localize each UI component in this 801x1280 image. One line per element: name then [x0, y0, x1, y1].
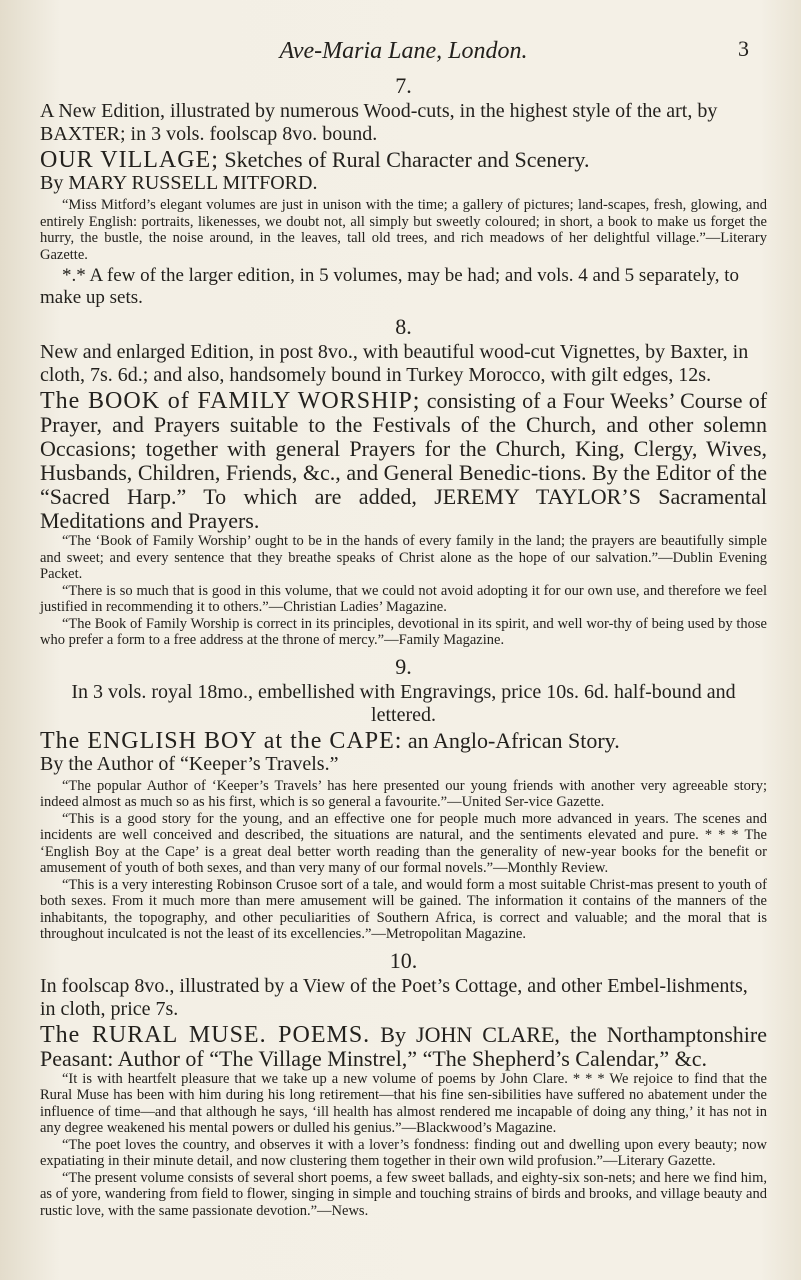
entry-title-line: [40, 729, 767, 753]
entry-number: 8.: [395, 314, 412, 339]
entry-number: 9.: [395, 653, 412, 679]
review-quote: “This is a very interesting Robinson Crusoe sort of a tale, and would form a most suitable Christ-mas present to youth of both sexes. From it much more than mere amusement will be gained. The information it contains of the manners of the inhabitants, the topography, and other peculiarities of Southern Africa, is correct and valuable; and the moral that is throughout inculcated is not the least of its excellencies.”—Metropolitan Magazine.: [40, 876, 767, 942]
entry-note: *.* A few of the larger edition, in 5 volumes, may be had; and vols. 4 and 5 separately, to make up sets.: [40, 265, 739, 308]
entry-7: [40, 74, 767, 309]
review-quote: “The ‘Book of Family Worship’ ought to be in the hands of every family in the land; the prayers are beautifully simple and sweet; and every sentence that they breathe speaks of Christ alone as the hope of our salvation.”—Dublin Evening Packet.: [40, 533, 767, 582]
entry-8: [40, 315, 767, 649]
entry-lead: In 3 vols. royal 18mo., embellished with Engravings, price 10s. 6d. half-bound and lettered.: [71, 680, 736, 726]
book-author-line: By JOHN CLARE, the Northamptonshire Peasant: Author of “The Village Minstrel,” “The Shepherd’s Calendar,” &c.: [40, 1021, 768, 1071]
entry-number: 7.: [395, 73, 412, 98]
book-author: By the Author of “Keeper’s Travels.”: [40, 752, 339, 775]
running-head: [40, 38, 767, 68]
review-quote: “It is with heartfelt pleasure that we take up a new volume of poems by John Clare. * * * We rejoice to find that the Rural Muse has been with him during his long retirement—that his fine sen-sibilities have suffered no abatement under the influence of time—and that although he says, ‘ill health has almost rendered me incapable of doing any thing,’ it has not in any degree weakened his mental powers or dulled his genius.”—Blackwood’s Magazine.: [40, 1070, 767, 1136]
book-title: The BOOK of FAMILY WORSHIP;: [40, 388, 421, 414]
review-quote: “The Book of Family Worship is correct in its principles, devotional in its spirit, and well wor-thy of being used by those who prefer a form to a free address at the throne of mercy.”—Family Magazine.: [40, 615, 767, 648]
entry-title-line: [40, 148, 767, 172]
review-quote: “Miss Mitford’s elegant volumes are just in unison with the time; a gallery of pictures; land-scapes, fresh, glowing, and entirely English: portraits, likenesses, we doubt not, all simply but sweetly coloured; in short, a book to make us forget the hurry, the bustle, the noise around, in the leaves, tall old trees, and rich meadows of her delightful village.”—Literary Gazette.: [40, 197, 767, 263]
review-quote: “The popular Author of ‘Keeper’s Travels’ has here presented our young friends with another very agreeable story; indeed almost as much so as his first, which is so general a favourite.”—United Ser-vice Gazette.: [40, 777, 767, 810]
entry-lead: New and enlarged Edition, in post 8vo., with beautiful wood-cut Vignettes, by Baxter, in cloth, 7s. 6d.; and also, handsomely bound in Turkey Morocco, with gilt edges, 12s.: [40, 341, 749, 386]
running-title: Ave-Maria Lane, London.: [279, 38, 528, 64]
entry-title-line: [40, 389, 767, 533]
book-description: consisting of a Four Weeks’ Course of Prayer, and Prayers suitable to the Festivals of the Church, and other solemn Occasions; together with general Prayers for the Church, King, Clergy, Wives, Husbands, Children, Friends, &c., and General Benedic-tions. By the Editor of the “Sacred Harp.” To which are added, JEREMY TAYLOR’S Sacramental Meditations and Prayers.: [40, 388, 768, 533]
page-number: 3: [738, 36, 749, 61]
book-title: OUR VILLAGE;: [40, 147, 219, 173]
entry-lead: In foolscap 8vo., illustrated by a View of the Poet’s Cottage, and other Embel-lishments, in cloth, price 7s.: [40, 974, 748, 1020]
entry-lead: A New Edition, illustrated by numerous Wood-cuts, in the highest style of the art, by BAXTER; in 3 vols. foolscap 8vo. bound.: [40, 100, 718, 145]
book-subtitle: Sketches of Rural Character and Scenery.: [224, 147, 590, 172]
review-quote: “The poet loves the country, and observes it with a lover’s fondness: finding out and dwelling upon every beauty; now expatiating in their minute detail, and now clustering them together in their own wild profusion.”—Literary Gazette.: [40, 1136, 767, 1169]
review-quote: “This is a good story for the young, and an effective one for people much more advanced in years. The scenes and incidents are well conceived and described, the situations are natural, and the sentiments elevated and pure. * * * The ‘English Boy at the Cape’ is a great deal better worth reading than the generality of new-year books for the benefit or amusement of youth of both sexes, and than very many of our formal novels.”—Monthly Review.: [40, 810, 767, 876]
entry-9: [40, 655, 767, 943]
book-title: The RURAL MUSE. POEMS.: [40, 1021, 371, 1048]
book-author: By MARY RUSSELL MITFORD.: [40, 172, 318, 194]
book-title: The ENGLISH BOY at the CAPE:: [40, 727, 403, 754]
review-quote: “There is so much that is good in this volume, that we could not avoid adopting it for our own use, and therefore we feel justified in recommending it to others.”—Christian Ladies’ Magazine.: [40, 582, 767, 615]
book-subtitle: an Anglo-African Story.: [407, 727, 620, 753]
review-quote: “The present volume consists of several short poems, a few sweet ballads, and eighty-six son-nets; and here we find him, as of yore, wandering from field to flower, singing in simple and touching strains of birds and brooks, and village beauty and rustic love, with the same passionate devotion.”—News.: [40, 1169, 767, 1219]
entry-number: 10.: [389, 947, 418, 973]
entry-10: [40, 949, 767, 1220]
entry-title-line: [40, 1023, 767, 1071]
